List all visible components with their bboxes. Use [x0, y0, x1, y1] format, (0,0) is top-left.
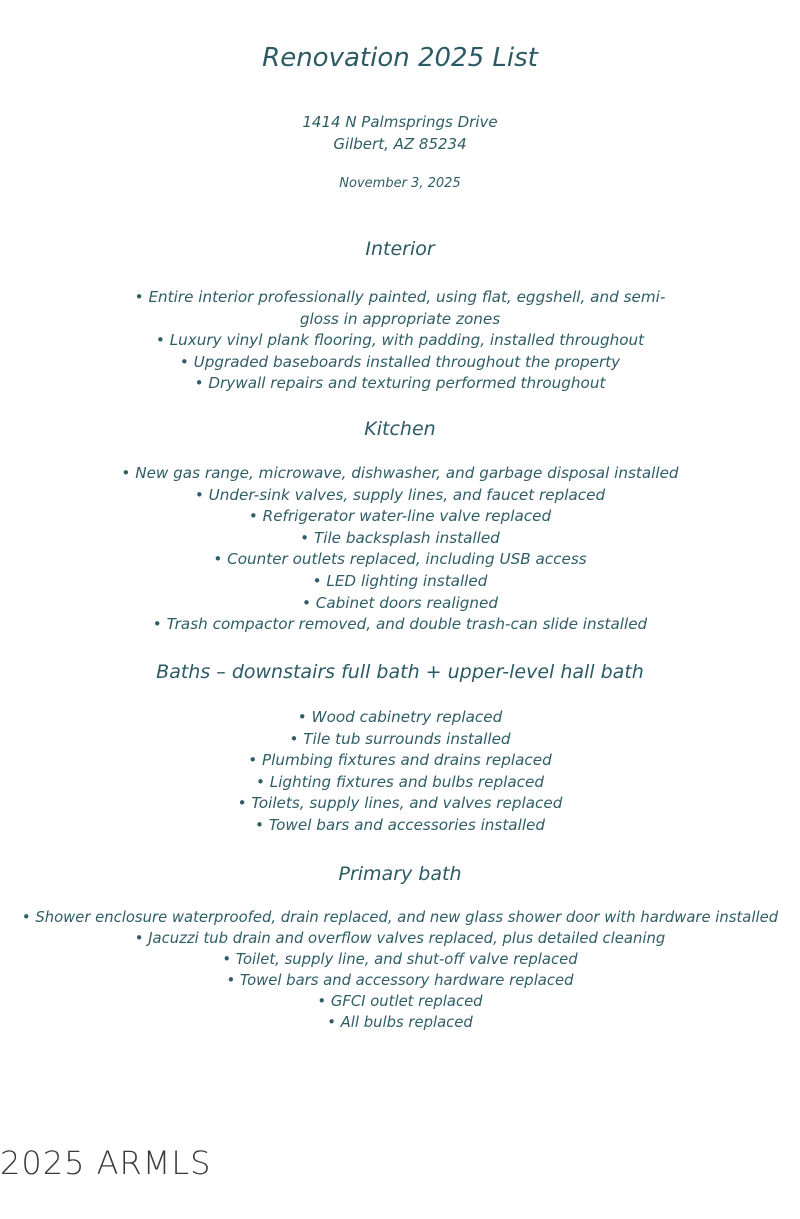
list-item: • Jacuzzi tub drain and overflow valves replaced, plus detailed cleaning: [134, 930, 666, 947]
list-item: • Drywall repairs and texturing performed throughout: [194, 374, 606, 393]
section-heading: Kitchen: [364, 418, 436, 440]
list-item: • Refrigerator water-line valve replaced: [248, 507, 552, 526]
list-item: • New gas range, microwave, dishwasher, and garbage disposal installed: [121, 464, 679, 482]
copyright-watermark: 2025 ARMLS: [0, 1144, 212, 1182]
page-title: Renovation 2025 List: [262, 43, 538, 73]
list-item: • Cabinet doors realigned: [301, 593, 499, 612]
list-item: • Under-sink valves, supply lines, and faucet replaced: [194, 485, 606, 504]
address-street: 1414 N Palmsprings Drive: [302, 113, 498, 131]
section-heading: Baths – downstairs full bath + upper-level hall bath: [156, 661, 644, 683]
list-item: • Tile backsplash installed: [300, 528, 500, 547]
list-item: • Toilets, supply lines, and valves replaced: [237, 794, 563, 813]
section-baths: [0, 659, 800, 837]
property-address: [0, 111, 800, 155]
list-item: • Trash compactor removed, and double trash-can slide installed: [152, 615, 648, 634]
section-heading: Interior: [365, 238, 435, 260]
section-item-list: [0, 707, 800, 837]
section-primary-bath: [0, 861, 800, 1033]
list-item: • Plumbing fixtures and drains replaced: [248, 751, 552, 770]
list-item: • Shower enclosure waterproofed, drain replaced, and new glass shower door with hardware installed: [21, 909, 779, 926]
list-item: • Lighting fixtures and bulbs replaced: [255, 772, 545, 791]
address-city-state-zip: Gilbert, AZ 85234: [333, 135, 467, 153]
document-date: November 3, 2025: [339, 176, 461, 191]
list-item: • GFCI outlet replaced: [317, 993, 483, 1010]
section-item-list: [0, 287, 800, 395]
list-item: • Towel bars and accessories installed: [254, 815, 546, 834]
list-item: • Counter outlets replaced, including USB access: [213, 550, 587, 569]
section-item-list: [0, 907, 800, 1033]
list-item: • Luxury vinyl plank flooring, with padding, installed throughout: [155, 331, 645, 350]
section-kitchen: [0, 416, 800, 636]
section-item-list: [0, 463, 800, 636]
list-item: • Upgraded baseboards installed throughout the property: [179, 352, 621, 371]
section-interior: [0, 236, 800, 395]
list-item: • Toilet, supply line, and shut-off valve replaced: [222, 951, 578, 968]
list-item: • Tile tub surrounds installed: [289, 729, 511, 748]
list-item: • Entire interior professionally painted, using flat, eggshell, and semi-gloss in appropriate zones: [134, 288, 666, 328]
list-item: • Towel bars and accessory hardware replaced: [226, 972, 574, 989]
list-item: • LED lighting installed: [312, 571, 488, 590]
section-heading: Primary bath: [338, 863, 462, 885]
list-item: • All bulbs replaced: [327, 1014, 473, 1031]
list-item: • Wood cabinetry replaced: [297, 708, 503, 726]
